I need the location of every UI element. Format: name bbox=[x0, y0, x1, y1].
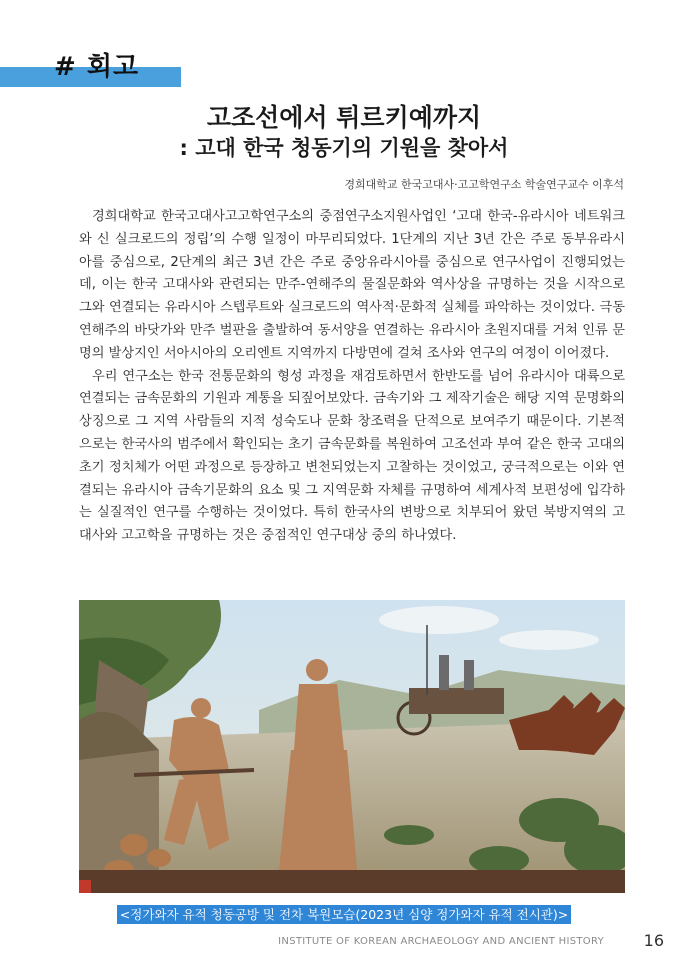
article-title: 고조선에서 튀르키예까지 bbox=[206, 103, 482, 132]
section-label: # 회고 bbox=[54, 52, 140, 82]
diorama-photo bbox=[79, 600, 625, 893]
figure-caption bbox=[0, 904, 688, 924]
article-subtitle: : 고대 한국 청동기의 기원을 찾아서 bbox=[179, 136, 509, 160]
footer-journal: INSTITUTE OF KOREAN ARCHAEOLOGY AND ANCIENT HISTORY bbox=[278, 936, 604, 947]
section-tag bbox=[0, 38, 181, 88]
paragraph: 경희대학교 한국고대사고고학연구소의 중점연구소지원사업인 ‘고대 한국-유라시아 네트워크와 신 실크로드의 정립’의 수행 일정이 마무리되었다. 1단계의 지난 3년 간은 주로 동부유라시아를 중심으로, 2단계의 최근 3년 간은 주로 중앙유라시아를 중심으로 연구사업이 진행되었는데, 이는 한국 고대사와 관련되는 만주-연해주의 물질문화와 역사상을 규명하는 것을 시작으로 그와 연결되는 유라시아 스텝루트와 실크로드의 역사적·문화적 실체를 파악하는 것이었다. 극동 연해주의 바닷가와 만주 벌판을 출발하여 동서양을 연결하는 유라시아 초원지대를 거쳐 인류 문명의 발상지인 서아시아의 오리엔트 지역까지 다방면에 걸쳐 조사와 연구의 여정이 이어졌다. bbox=[79, 209, 625, 361]
paragraph: 우리 연구소는 한국 전통문화의 형성 과정을 재검토하면서 한반도를 넘어 유라시아 대륙으로 연결되는 금속문화의 기원과 계통을 되짚어보았다. 금속기와 그 제작기술은 해당 지역 문명화의 상징으로 그 지역 사람들의 지적 성숙도나 문화 창조력을 단적으로 보여주기 때문이다. 기본적으로는 한국사의 범주에서 확인되는 초기 금속문화를 복원하여 고조선과 부여 같은 한국 고대의 초기 정치체가 어떤 과정으로 등장하고 변천되었는지 고찰하는 것이었고, 궁극적으로는 이와 연결되는 유라시아 금속기문화의 요소 및 그 지역문화 자체를 규명하여 세계사적 보편성에 입각하는 실질적인 연구를 수행하는 것이었다. 특히 한국사의 변방으로 치부되어 왔던 북방지역의 고대사와 고고학을 규명하는 것은 중점적인 연구대상 중의 하나였다. bbox=[79, 368, 625, 544]
figure-caption-text: <정가와자 유적 청동공방 및 전차 복원모습(2023년 심양 정가와자 유적 전시관)> bbox=[117, 905, 571, 924]
author-byline: 경희대학교 한국고대사·고고학연구소 학술연구교수 이후석 bbox=[344, 178, 624, 191]
article-body bbox=[79, 206, 625, 548]
page-number: 16 bbox=[643, 931, 664, 950]
